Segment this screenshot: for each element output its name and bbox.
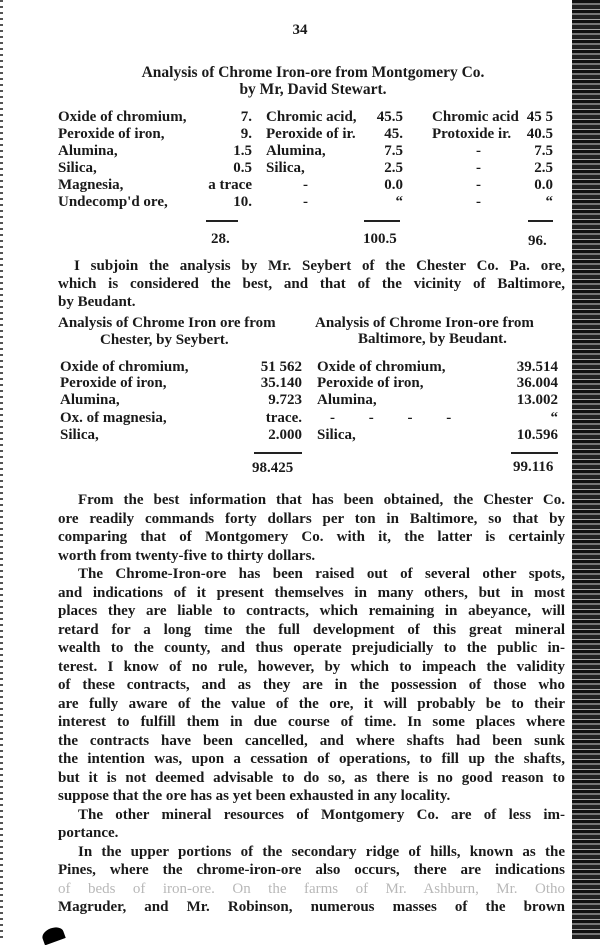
table-cell-label: Peroxide of iron, [317, 375, 424, 391]
text-line: but it is not deemed advisable to do so, as there is no good reason to [58, 769, 565, 786]
table-cell-value: 2.000 [268, 427, 302, 443]
table-cell-value: 39.514 [516, 359, 558, 375]
sum-rule [206, 220, 238, 222]
text-line: From the best information that has been obtained, the Chester Co. [78, 492, 565, 508]
table-cell-label: - [303, 177, 308, 193]
table-cell-value: “ [395, 194, 403, 210]
sum-rule [511, 452, 558, 454]
table-cell-value: 2.5 [534, 160, 553, 176]
text-line: comparing that of Montgomery Co. with it, the latter is certainly [58, 529, 565, 545]
table-total: 28. [211, 231, 230, 247]
table-cell-label: Chromic acid [432, 109, 519, 125]
table-cell-value: 2.5 [384, 160, 403, 176]
table-cell-label: Alumina, [60, 392, 120, 408]
text-line: terest. I know of no rule, however, by which to impeach the validity [58, 658, 565, 675]
table-cell-label: Ox. of magnesia, [60, 410, 167, 426]
table-cell-label: Undecomp'd ore, [58, 194, 168, 210]
text-line: I subjoin the analysis by Mr. Seybert of the Chester Co. Pa. ore, [74, 258, 565, 274]
table-total: 98.425 [252, 460, 294, 476]
table-cell-label: Oxide of chromium, [60, 359, 189, 375]
text-line: the contracts have been cancelled, and where shafts had been sunk [58, 732, 565, 749]
table-cell-value: 40.5 [526, 126, 553, 142]
text-line: by Beudant. [58, 294, 136, 310]
table-cell-label: - [303, 194, 308, 210]
table-cell-value: 7.5 [384, 143, 403, 159]
scan-artifact [40, 925, 65, 945]
table-cell-label: - [476, 143, 481, 159]
sum-rule [254, 452, 302, 454]
table-cell-label: Peroxide of ir. [266, 126, 356, 142]
text-line: which is considered the best, and that of the vicinity of Baltimore, [58, 276, 565, 292]
table-cell-label: Oxide of chromium, [58, 109, 187, 125]
text-line: The other mineral resources of Montgomery Co. are of less im- [78, 806, 565, 823]
table-cell-value: 0.0 [384, 177, 403, 193]
scan-binding-strip [572, 0, 600, 939]
table2-right-title: Analysis of Chrome Iron-ore from [315, 315, 534, 331]
table-cell-label: - [476, 194, 481, 210]
text-line: places they are liable to contracts, which remaining in abeyance, will [58, 603, 565, 619]
text-line: interest to fulfill them in due course of time. In some places where [58, 714, 565, 730]
text-line: ore readily commands forty dollars per ton in Baltimore, so that by [58, 510, 565, 527]
table-cell-label: Alumina, [317, 392, 377, 408]
text-line: of beds of iron-ore. On the farms of Mr. Ashburn, Mr. Otho [58, 880, 565, 897]
text-line: wealth to the county, and thus operate prejudicially to the public in- [58, 640, 565, 656]
table-cell-label: Silica, [266, 160, 305, 176]
table-cell-value: “ [550, 410, 558, 426]
table-cell-value: trace. [265, 410, 302, 426]
table2-left-title: Chester, by Seybert. [100, 332, 229, 348]
table-cell-label: Oxide of chromium, [317, 359, 446, 375]
table-cell-value: 45. [384, 126, 403, 142]
table1-title: Analysis of Chrome Iron-ore from Montgomery Co. [141, 64, 485, 81]
sum-rule [364, 220, 400, 222]
text-line: Magruder, and Mr. Robinson, numerous masses of the brown [58, 899, 565, 915]
scan-left-edge [0, 0, 3, 939]
table-cell-label: Peroxide of iron, [60, 375, 167, 391]
table-total: 96. [528, 233, 547, 249]
table-cell-value: 9.723 [268, 392, 302, 408]
table-cell-label: Silica, [60, 427, 99, 443]
text-line: are fully aware of the value of the ore, it will probably be to their [58, 695, 565, 712]
page-number: 34 [292, 22, 308, 38]
table-cell-value: “ [545, 194, 553, 210]
table-cell-value: 51 562 [260, 359, 302, 375]
text-line: of these contracts, and as they are in the possession of those who [58, 677, 565, 693]
table-cell-label: Alumina, [58, 143, 118, 159]
text-line: suppose that the ore has as yet been exhausted in any locality. [58, 788, 451, 804]
text-line: the intention was, upon a cessation of operations, to fill up the shafts, [58, 751, 565, 767]
table-cell-label: Magnesia, [58, 177, 124, 193]
text-line: worth from twenty-five to thirty dollars. [58, 547, 316, 564]
table-cell-value: 45 5 [526, 109, 553, 125]
text-line: portance. [58, 825, 119, 841]
table-cell-label: Protoxide ir. [432, 126, 512, 142]
table-cell-label: Alumina, [266, 143, 326, 159]
table-cell-value: a trace [208, 177, 252, 193]
table-cell-value: 45.5 [376, 109, 403, 125]
table-cell-value: 9. [240, 126, 252, 142]
table-cell-value: 35.140 [260, 375, 302, 391]
table-total: 99.116 [513, 459, 554, 475]
text-line: Pines, where the chrome-iron-ore also occurs, there are indications [58, 862, 565, 878]
table-cell-label: - [476, 177, 481, 193]
sum-rule [528, 220, 553, 222]
text-line: and indications of it present themselves in many others, but in most [58, 584, 565, 601]
text-line: retard for a long time the full development of this great mineral [58, 621, 565, 638]
table-cell-value: 13.002 [516, 392, 558, 408]
table2-right-title: Baltimore, by Beudant. [358, 331, 507, 347]
table-cell-value: 0.0 [534, 177, 553, 193]
table-cell-label: Peroxide of iron, [58, 126, 165, 142]
table-cell-label: - - - - [330, 410, 452, 426]
table1-subtitle: by Mr, David Stewart. [239, 81, 387, 98]
table-cell-value: 10. [233, 194, 252, 210]
table2-left-title: Analysis of Chrome Iron ore from [58, 315, 276, 331]
table-cell-value: 7.5 [534, 143, 553, 159]
table-cell-value: 7. [240, 109, 252, 125]
table-cell-value: 1.5 [233, 143, 252, 159]
table-cell-label: Silica, [317, 427, 356, 443]
table-cell-value: 10.596 [516, 427, 558, 443]
text-line: The Chrome-Iron-ore has been raised out of several other spots, [78, 566, 565, 582]
text-line: In the upper portions of the secondary ridge of hills, known as the [78, 843, 565, 860]
table-total: 100.5 [363, 231, 397, 247]
table-cell-label: Silica, [58, 160, 97, 176]
table-cell-label: - [476, 160, 481, 176]
table-cell-label: Chromic acid, [266, 109, 357, 125]
table-cell-value: 36.004 [516, 375, 558, 391]
table-cell-value: 0.5 [233, 160, 252, 176]
